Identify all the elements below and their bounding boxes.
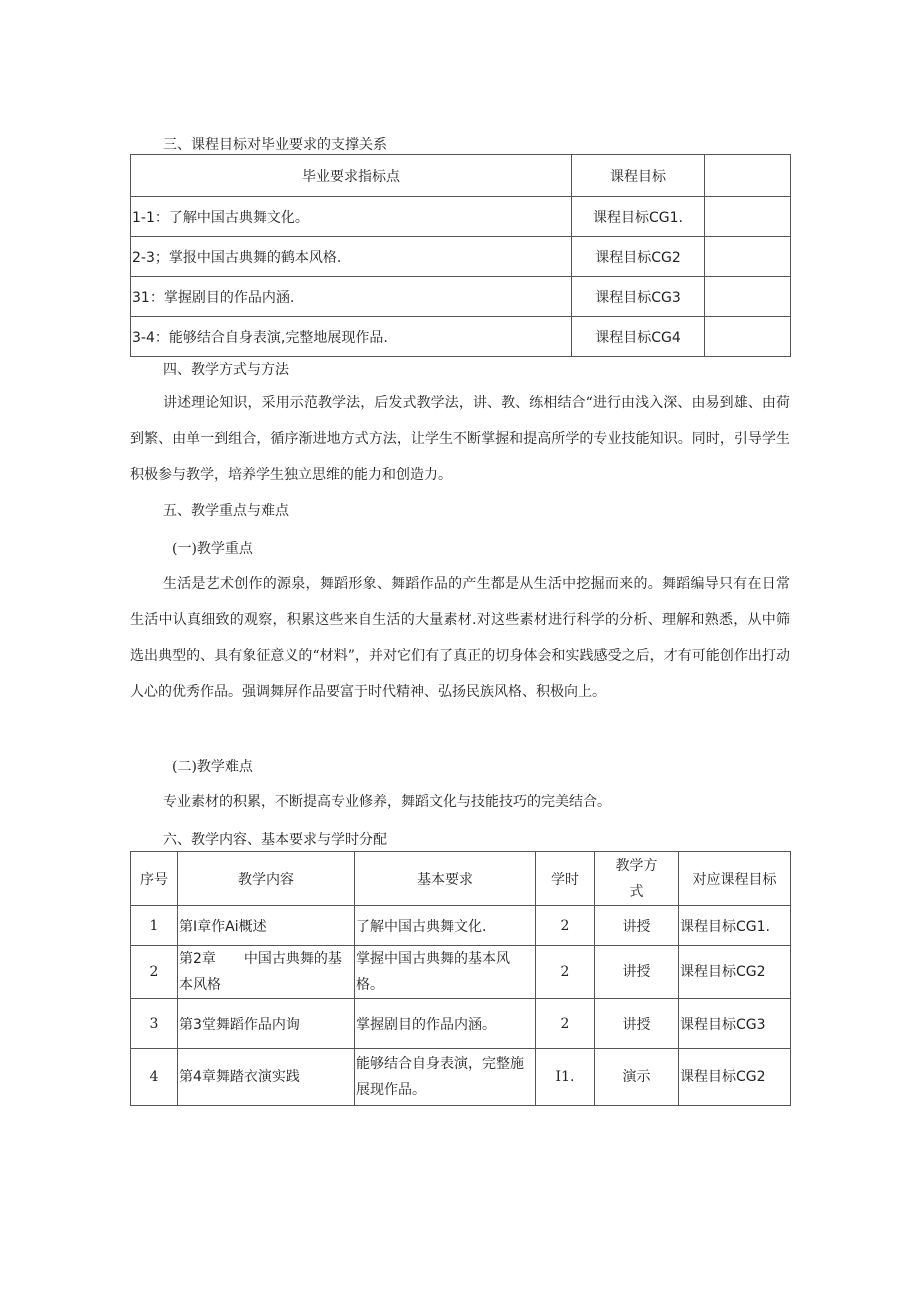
section-heading: 四、教学方式与方法 — [163, 362, 289, 378]
table-cell: 2 — [536, 999, 595, 1049]
table-header: 课程目标 — [572, 155, 705, 197]
table-cell: 第2章 中国古典舞的基本风格 — [178, 946, 355, 999]
table-cell: 第4章舞踏衣演实践 — [178, 1049, 355, 1106]
table-cell: 讲授 — [595, 946, 679, 999]
table-row — [131, 277, 791, 317]
table-header: 教学内容 — [178, 852, 355, 906]
table-cell: 2 — [536, 906, 595, 946]
table-row — [131, 946, 791, 999]
table-cell: 1-1：了解中国古典舞文化。 — [131, 197, 572, 237]
section-heading: 三、课程目标对毕业要求的支撑关系 — [163, 137, 387, 153]
table-row — [131, 906, 791, 946]
table-cell: 2 — [131, 946, 178, 999]
table-header: 学时 — [536, 852, 595, 906]
table-cell: 了解中国古典舞文化. — [355, 906, 536, 946]
table-cell: I1. — [536, 1049, 595, 1106]
table-cell: 掌握剧目的作品内涵。 — [355, 999, 536, 1049]
section-heading: 五、教学重点与难点 — [163, 503, 289, 519]
support-table — [130, 154, 791, 357]
table-cell: 1 — [131, 906, 178, 946]
paragraph: 生活是艺术创作的源泉，舞蹈形象、舞蹈作品的产生都是从生活中挖掘而来的。舞蹈编导只有在日常生活中认真细致的观察，积累这些来自生活的大量素材.对这些素材进行科学的分析、理解和熟悉，从中筛选出典型的、具有象征意义的“材料”，并对它们有了真正的切身体会和实践感受之后，才有可能创作出打动人心的优秀作品。强调舞屏作品要富于时代精神、弘扬民族风格、积极向上。 — [130, 576, 790, 700]
table-row — [131, 999, 791, 1049]
table-cell — [705, 277, 791, 317]
table-header: 基本要求 — [355, 852, 536, 906]
table-cell: 掌握中国古典舞的基本风格。 — [355, 946, 536, 999]
section-heading: 六、教学内容、基本要求与学时分配 — [163, 832, 387, 848]
table-cell: 3 — [131, 999, 178, 1049]
table-row — [131, 237, 791, 277]
table-cell: 2 — [536, 946, 595, 999]
table-cell: 课程目标CG1. — [679, 906, 791, 946]
table-cell: 4 — [131, 1049, 178, 1106]
table-cell — [705, 317, 791, 357]
table-cell: 讲授 — [595, 999, 679, 1049]
table-cell: 课程目标CG1. — [572, 197, 705, 237]
table-cell: 课程目标CG2 — [679, 1049, 791, 1106]
table-cell: 课程目标CG3 — [572, 277, 705, 317]
content-table — [130, 851, 791, 1106]
table-cell: 讲授 — [595, 906, 679, 946]
table-row — [131, 317, 791, 357]
table-header: 对应课程目标 — [679, 852, 791, 906]
table-cell: 3-4：能够结合自身表演,完整地展现作品. — [131, 317, 572, 357]
table-cell: 演示 — [595, 1049, 679, 1106]
table-cell: 2-3；掌报中国古典舞的鹤本风格. — [131, 237, 572, 277]
table-cell: 第3堂舞蹈作品内询 — [178, 999, 355, 1049]
table-cell: 第I章作Ai概述 — [178, 906, 355, 946]
table-cell: 课程目标CG2 — [679, 946, 791, 999]
table-header: 毕业要求指标点 — [131, 155, 572, 197]
table-row — [131, 197, 791, 237]
subheading: (一)教学重点 — [172, 541, 253, 557]
table-cell — [705, 197, 791, 237]
subheading: (二)教学难点 — [172, 759, 253, 775]
table-cell: 课程目标CG2 — [572, 237, 705, 277]
table-header — [705, 155, 791, 197]
table-header: 序号 — [131, 852, 178, 906]
table-cell: 课程目标CG4 — [572, 317, 705, 357]
paragraph: 专业素材的积累，不断提高专业修养，舞蹈文化与技能技巧的完美结合。 — [163, 794, 611, 810]
table-header: 教学方式 — [595, 852, 679, 906]
table-cell: 能够结合自身表演，完整施展现作品。 — [355, 1049, 536, 1106]
table-cell — [705, 237, 791, 277]
paragraph: 讲述理论知识，采用示范教学法，后发式教学法，讲、教、练相结合“进行由浅入深、由易到雄、由荷到繁、由单一到组合，循序渐进地方式方法，让学生不断掌握和提高所学的专业技能知识。同时，引导学生积极参与教学，培养学生独立思维的能力和创造力。 — [130, 395, 790, 483]
table-cell: 课程目标CG3 — [679, 999, 791, 1049]
table-row — [131, 1049, 791, 1106]
table-cell: 31：掌握剧目的作品内涵. — [131, 277, 572, 317]
